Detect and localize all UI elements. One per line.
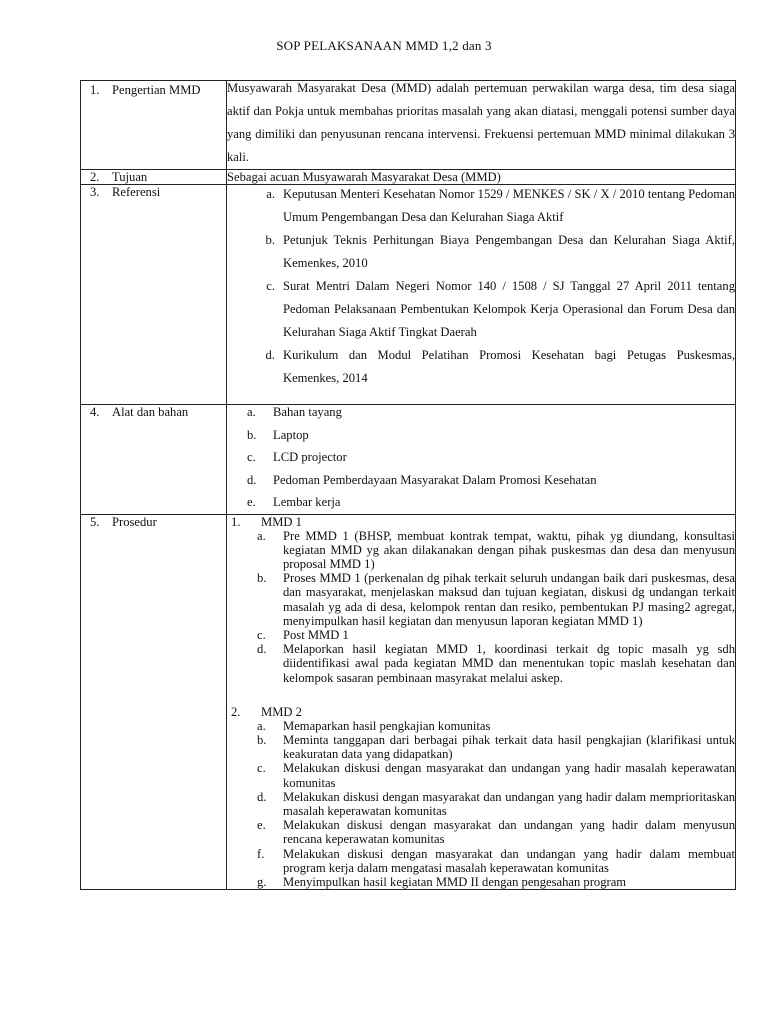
table-row-pengertian xyxy=(81,81,736,170)
purpose-text: Sebagai acuan Musyawarah Masyarakat Desa (MMD) xyxy=(227,170,501,184)
row-number: 5. xyxy=(90,514,100,529)
label-cell xyxy=(81,185,227,405)
list-item: a. Bahan tayang xyxy=(247,405,342,419)
content-cell xyxy=(227,514,736,890)
list-item: d. Melakukan diskusi dengan masyarakat dan undangan yang hadir dalam memprioritaskan masalah keperawatan komunitas xyxy=(257,789,735,818)
list-item: e. Melakukan diskusi dengan masyarakat dan undangan yang hadir dalam menyusun rencana keperawatan komunitas xyxy=(257,818,735,847)
row-number: 4. xyxy=(90,405,100,419)
document-title: SOP PELAKSANAAN MMD 1,2 dan 3 xyxy=(276,38,492,53)
list-item: g. Menyimpulkan hasil kegiatan MMD II dengan pengesahan program xyxy=(257,874,627,889)
list-item: b. Proses MMD 1 (perkenalan dg pihak terkait seluruh undangan baik dari puskesmas, desa dan masyarakat, menjelaskan maksud dan tujuan kegiatan, diskusi dg undangan terkait masalah yg ada di desa, kelompok rentan dan resiko, pembentukan PJ masing2 agregat, menyimpulkan hasil kegiatan dan menyusun laporan kegiatan MMD 1) xyxy=(257,571,735,628)
section-heading-mmd1: 1. MMD 1 xyxy=(231,514,302,529)
label-cell xyxy=(81,514,227,890)
sop-table xyxy=(80,80,736,890)
row-number: 3. xyxy=(90,185,100,199)
list-item: a. Keputusan Menteri Kesehatan Nomor 1529 / MENKES / SK / X / 2010 tentang Pedoman Umum Pengembangan Desa dan Kelurahan Siaga Aktif xyxy=(266,187,735,224)
definition-text: Musyawarah Masyarakat Desa (MMD) adalah pertemuan perwakilan warga desa, tim desa siaga aktif dan Pokja untuk membahas prioritas masalah yang akan diatasi, menggali potensi sumber daya yang dimiliki dan penyusunan rencana intervensi. Frekuensi pertemuan MMD minimal dilakukan 3 kali. xyxy=(227,81,735,164)
label-cell xyxy=(81,81,227,170)
list-item: b. Laptop xyxy=(247,427,309,442)
row-label: Alat dan bahan xyxy=(112,405,189,419)
section-heading-mmd2: 2. MMD 2 xyxy=(231,704,302,719)
row-label: Tujuan xyxy=(112,170,148,184)
list-item: d. Melaporkan hasil kegiatan MMD 1, koordinasi terkait dg topic masalh yg sdh diidentifikasi awal pada kegiatan MMD dan menentukan topic maslah kesehatan dan kelompok sasaran pembinaan masyrakat melalui askep. xyxy=(257,642,735,685)
row-label: Prosedur xyxy=(112,514,157,529)
table-row-alat xyxy=(81,405,736,515)
label-cell xyxy=(81,405,227,515)
content-cell xyxy=(227,185,736,405)
label-cell xyxy=(81,170,227,185)
list-item: c. Post MMD 1 xyxy=(257,627,349,642)
list-item: b. Meminta tanggapan dari berbagai pihak terkait data hasil pengkajian (klarifikasi untuk keakuratan data yang didapatkan) xyxy=(257,732,735,762)
list-item: a. Memaparkan hasil pengkajian komunitas xyxy=(257,718,491,733)
list-item: e. Lembar kerja xyxy=(247,495,341,509)
list-item: b. Petunjuk Teknis Perhitungan Biaya Pengembangan Desa dan Kelurahan Siaga Aktif, Kemenkes, 2010 xyxy=(265,233,735,270)
row-number: 1. xyxy=(90,83,100,97)
list-item: d. Kurikulum dan Modul Pelatihan Promosi Kesehatan bagi Petugas Puskesmas, Kemenkes, 2014 xyxy=(265,348,735,385)
row-number: 2. xyxy=(90,170,100,184)
table-row-prosedur xyxy=(81,514,736,890)
list-item: c. Surat Mentri Dalam Negeri Nomor 140 / 1508 / SJ Tanggal 27 April 2011 tentang Pedoman Pelaksanaan Pembentukan Kelompok Kerja Operasional dan Forum Desa dan Kelurahan Siaga Aktif Tingkat Daerah xyxy=(266,279,735,339)
list-item: a. Pre MMD 1 (BHSP, membuat kontrak tempat, waktu, pihak yg diundang, konsultasi kegiatan MMD yg akan dilakanakan dengan pihak puskesmas dan desa dan menyusun proposal MMD 1) xyxy=(257,528,735,571)
list-item: c. LCD projector xyxy=(247,450,347,464)
list-item: d. Pedoman Pemberdayaan Masyarakat Dalam Promosi Kesehatan xyxy=(247,472,597,487)
list-item: f. Melakukan diskusi dengan masyarakat dan undangan yang hadir dalam membuat program kerja dalam mengatasi masalah keperawatan komunitas xyxy=(257,846,735,875)
row-label: Referensi xyxy=(112,185,161,199)
content-cell xyxy=(227,405,736,515)
row-label: Pengertian MMD xyxy=(112,83,201,97)
list-item: c. Melakukan diskusi dengan masyarakat dan undangan yang hadir masalah keperawatan komunitas xyxy=(257,761,735,790)
content-cell xyxy=(227,81,736,170)
table-row-referensi xyxy=(81,185,736,405)
